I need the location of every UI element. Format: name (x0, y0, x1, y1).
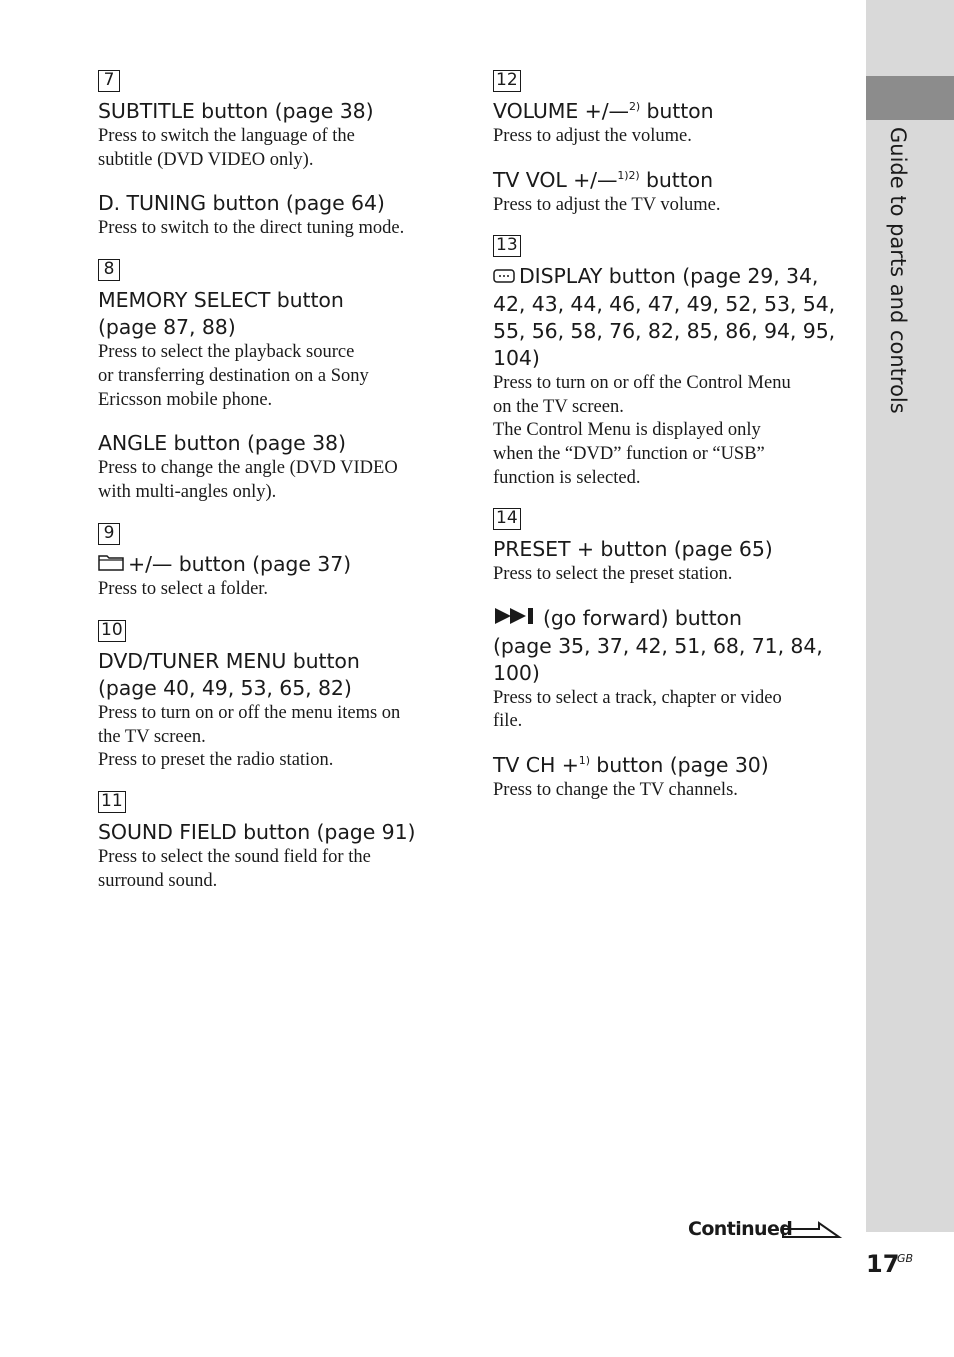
footnote-ref: 1)2) (617, 168, 640, 182)
side-tab-label: Guide to parts and controls (886, 127, 910, 414)
section-group (98, 70, 458, 241)
page-number-suffix: GB (897, 1252, 914, 1265)
button-entry (98, 98, 458, 172)
section-number: 12 (493, 70, 521, 92)
button-title (98, 648, 458, 702)
button-title (493, 167, 843, 194)
folder-icon (98, 551, 124, 578)
button-title (98, 287, 458, 341)
button-title-text: DISPLAY button (page 29, 34, 42, 43, 44, 46, 47, 49, 52, 53, 54, 55, 56, 58, 76, 82, 85, 86, 94, 95, 104) (493, 264, 836, 370)
button-title (98, 430, 458, 457)
button-description: Press to select the sound field for the surround sound. (98, 846, 371, 891)
page-number: 17 (866, 1250, 900, 1278)
footnote-ref: 2) (628, 100, 641, 113)
button-description: Press to select the playback source or transferring destination on a Sony Ericsson mobile phone. (98, 342, 369, 410)
button-title (493, 605, 843, 687)
continued-arrow-icon (781, 1218, 843, 1242)
button-entry (493, 263, 843, 490)
display-icon (493, 264, 515, 291)
right-column (493, 70, 843, 821)
button-entry (98, 190, 458, 241)
button-entry (493, 167, 843, 218)
section-group (98, 259, 458, 505)
button-title-text: (go forward) button (page 35, 37, 42, 51, 68, 71, 84, 100) (493, 606, 823, 685)
button-title-text: SUBTITLE button (page 38) (98, 99, 374, 123)
continued-label: Continued (688, 1218, 793, 1240)
button-title-text: TV VOL +/— (493, 167, 618, 192)
button-title-suffix: button (640, 99, 714, 123)
section-group (493, 508, 843, 802)
button-title (493, 752, 843, 779)
section-number: 11 (98, 791, 126, 813)
button-entry (98, 819, 458, 893)
button-description: Press to turn on or off the menu items on the TV screen. Press to preset the radio station. (98, 702, 401, 771)
button-description: Press to turn on or off the Control Menu on the TV screen. The Control Menu is displayed only when the “DVD” function or “USB” function is selected. (493, 372, 791, 488)
button-title-text: D. TUNING button (page 64) (98, 191, 385, 216)
button-title-suffix: button (page 30) (589, 753, 769, 778)
side-tab-marker (866, 76, 954, 120)
section-number: 7 (98, 70, 120, 92)
button-title-text: TV CH + (493, 753, 579, 778)
left-column (98, 70, 458, 911)
button-title-text: PRESET + button (page 65) (493, 537, 773, 562)
button-description: Press to change the TV channels. (493, 780, 738, 801)
button-description: Press to select a folder. (98, 579, 269, 600)
section-group (98, 620, 458, 773)
footnote-ref: 1) (578, 754, 590, 768)
go-forward-icon (493, 606, 539, 633)
button-title-text: ANGLE button (page 38) (98, 431, 346, 456)
button-entry (98, 551, 458, 602)
button-description: Press to switch the language of the subtitle (DVD VIDEO only). (98, 126, 355, 170)
section-number: 14 (493, 508, 521, 530)
button-entry (98, 648, 458, 773)
section-number: 8 (98, 259, 120, 281)
button-entry (493, 98, 843, 149)
section-number: 9 (98, 523, 120, 545)
section-group (98, 523, 458, 602)
button-title (493, 536, 843, 563)
button-entry (98, 287, 458, 412)
button-description: Press to select the preset station. (493, 564, 733, 585)
button-description: Press to adjust the TV volume. (493, 194, 721, 215)
section-group (493, 235, 843, 490)
button-description: Press to switch to the direct tuning mode. (98, 218, 405, 239)
button-title (98, 551, 458, 579)
button-title-suffix: button (639, 167, 714, 192)
button-title (98, 819, 458, 846)
button-description: Press to select a track, chapter or video file. (493, 687, 782, 732)
button-title (493, 263, 843, 372)
button-entry (98, 430, 458, 504)
section-number: 13 (493, 235, 521, 257)
button-entry (493, 536, 843, 587)
section-group (493, 70, 843, 217)
button-entry (493, 752, 843, 803)
section-number: 10 (98, 620, 126, 642)
button-description: Press to change the angle (DVD VIDEO with multi-angles only). (98, 458, 398, 502)
button-entry (493, 605, 843, 734)
button-title (98, 98, 458, 125)
button-description: Press to adjust the volume. (493, 126, 692, 146)
button-title-text: MEMORY SELECT button (page 87, 88) (98, 288, 344, 340)
section-group (98, 791, 458, 893)
button-title-text: VOLUME +/— (493, 99, 629, 123)
button-title-text: +/— button (page 37) (128, 551, 352, 576)
button-title (493, 98, 843, 125)
button-title (98, 190, 458, 217)
button-title-text: DVD/TUNER MENU button (page 40, 49, 53, 65, 82) (98, 648, 360, 700)
button-title-text: SOUND FIELD button (page 91) (98, 819, 416, 844)
